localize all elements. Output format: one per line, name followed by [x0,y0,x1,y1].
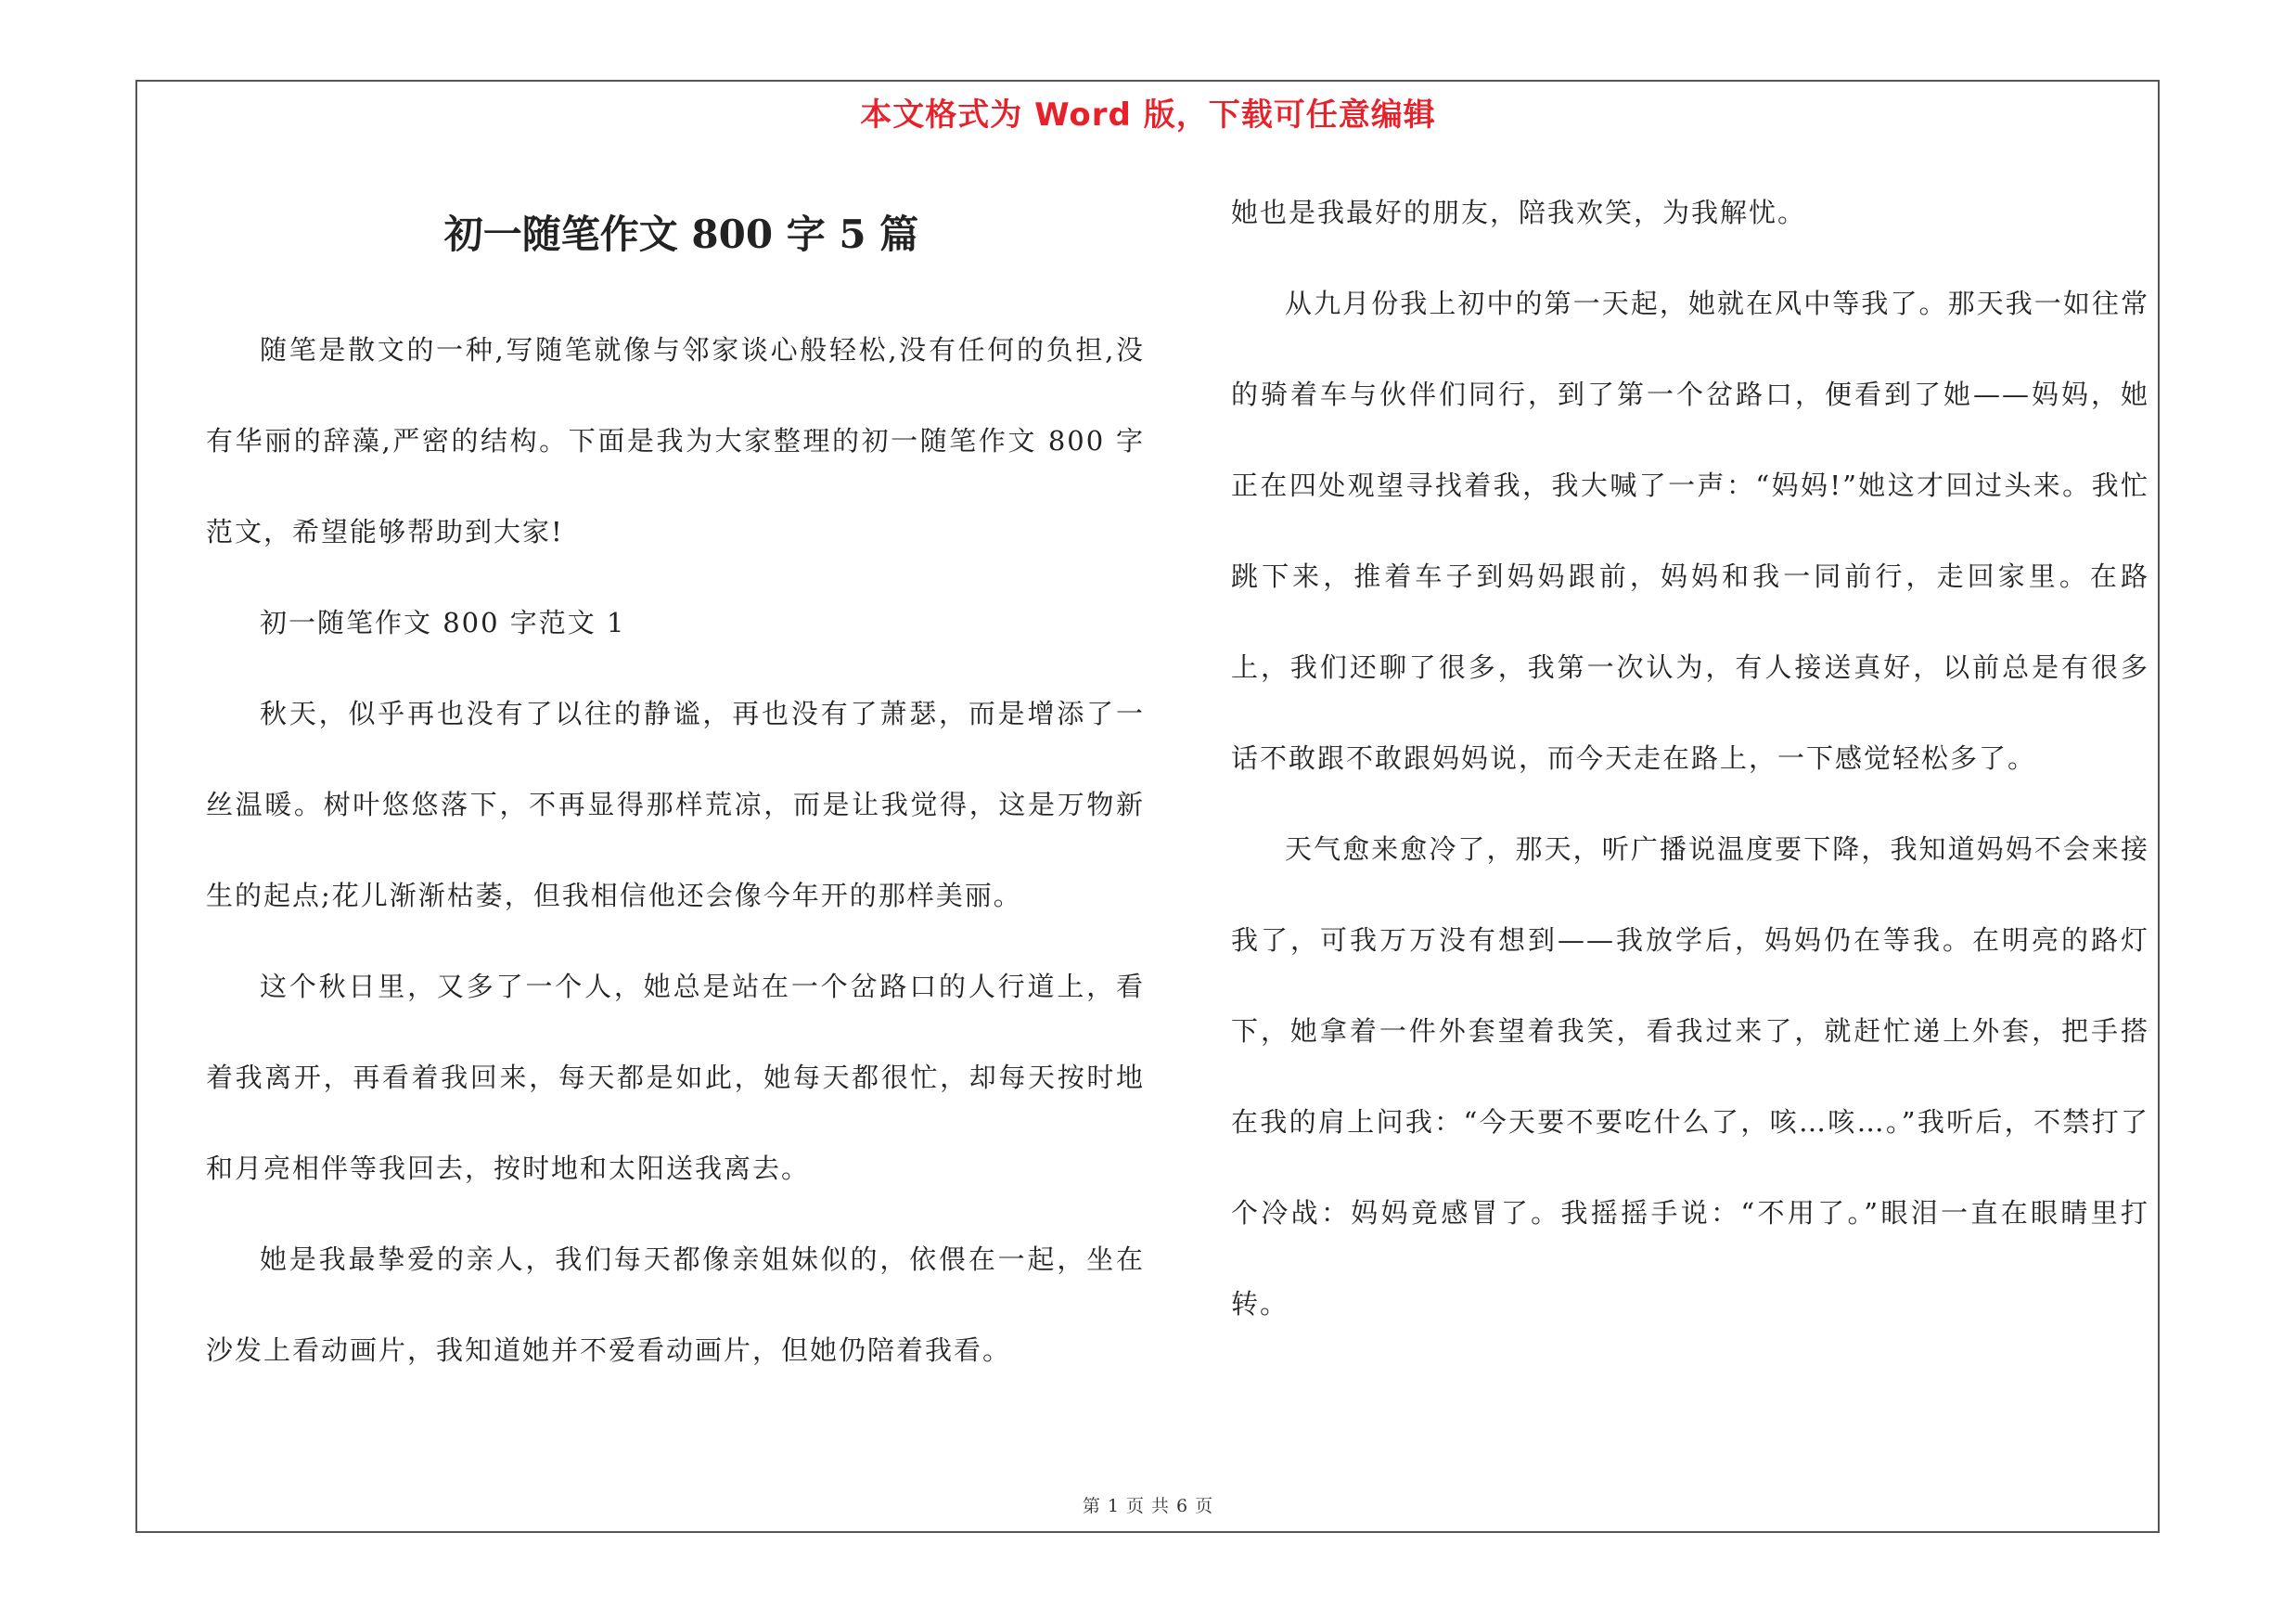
body-paragraph: 从九月份我上初中的第一天起，她就在风中等我了。那天我一如往常的骑着车与伙伴们同行，到了第一个岔路口，便看到了她——妈妈，她正在四处观望寻找着我，我大喊了一声：“妈妈!”她这才回过头来。我忙跳下来，推着车子到妈妈跟前，妈妈和我一同前行，走回家里。在路上，我们还聊了很多，我第一次认为，有人接送真好，以前总是有很多话不敢跟不敢跟妈妈说，而今天走在路上，一下感觉轻松多了。 [1231,288,2149,774]
body-paragraph: 这个秋日里，又多了一个人，她总是站在一个岔路口的人行道上，看着我离开，再看着我回来，每天都是如此，她每天都很忙，却每天按时地和月亮相伴等我回去，按时地和太阳送我离去。 [206,971,1145,1184]
section-heading-1: 初一随笔作文 800 字范文 1 [260,607,626,638]
body-paragraph: 她是我最挚爱的亲人，我们每天都像亲姐妹似的，依偎在一起，坐在沙发上看动画片，我知道她并不爱看动画片，但她仍陪着我看。 [206,1243,1145,1366]
word-format-banner: 本文格式为 Word 版，下载可任意编辑 [860,97,1436,134]
document-title: 初一随笔作文 800 字 5 篇 [443,212,919,257]
body-paragraph: 天气愈来愈冷了，那天，听广播说温度要下降，我知道妈妈不会来接我了，可我万万没有想到——我放学后，妈妈仍在等我。在明亮的路灯下，她拿着一件外套望着我笑，看我过来了，就赶忙递上外套，把手搭在我的肩上问我：“今天要不要吃什么了，咳…咳…。”我听后，不禁打了个冷战：妈妈竟感冒了。我摇摇手说：“不用了。”眼泪一直在眼睛里打转。 [1231,833,2149,1320]
right-column [1231,167,2149,1349]
intro-paragraph: 随笔是散文的一种,写随笔就像与邻家谈心般轻松,没有任何的负担,没有华丽的辞藻,严密的结构。下面是我为大家整理的初一随笔作文 800 字范文，希望能够帮助到大家! [206,334,1145,547]
left-column [206,304,1145,1396]
continued-paragraph: 她也是我最好的朋友，陪我欢笑，为我解忧。 [1231,197,1807,228]
body-paragraph: 秋天，似乎再也没有了以往的静谧，再也没有了萧瑟，而是增添了一丝温暖。树叶悠悠落下，不再显得那样荒凉，而是让我觉得，这是万物新生的起点;花儿渐渐枯萎，但我相信他还会像今年开的那样美丽。 [206,698,1145,911]
page-number-footer: 第 1 页 共 6 页 [1082,1496,1214,1516]
